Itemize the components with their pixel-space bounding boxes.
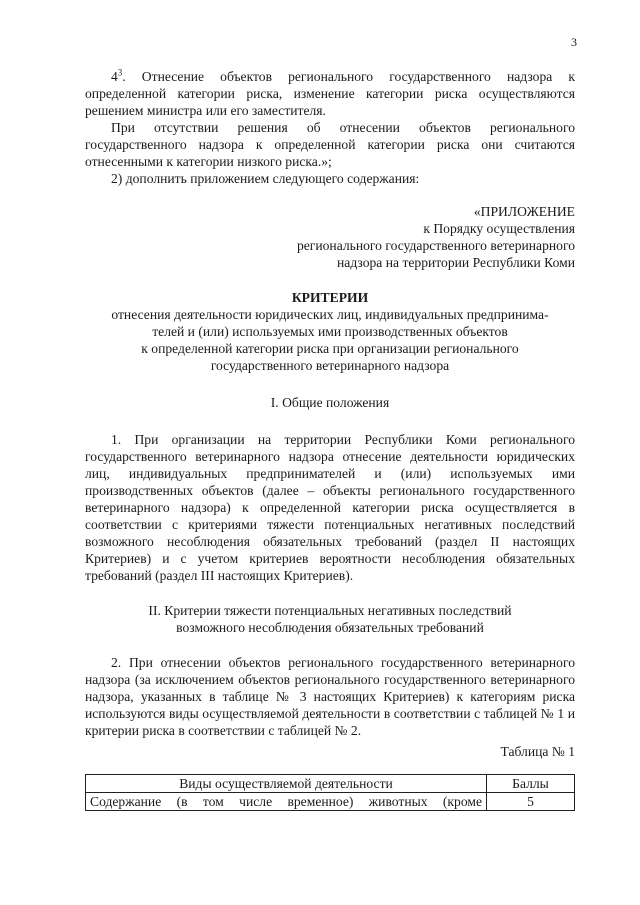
superscript: 3 — [117, 67, 123, 78]
table-cell: 5 — [487, 793, 575, 811]
subtitle-line: государственного ветеринарного надзора — [210, 358, 450, 373]
subtitle-line: отнесения деятельности юридических лиц, индивидуальных предпринима- — [111, 307, 549, 322]
page-number: 3 — [571, 35, 577, 49]
paragraph-4-3 — [85, 68, 575, 119]
subtitle-line: к определенной категории риска при организации регионального — [141, 341, 519, 356]
paragraph-amendment: 2) дополнить приложением следующего содержания: — [111, 171, 420, 186]
appendix-line: регионального государственного ветеринарного — [296, 238, 575, 253]
document-body — [85, 68, 575, 811]
appendix-header — [85, 203, 575, 271]
table-header: Баллы — [487, 775, 575, 793]
table-header-row — [86, 775, 575, 793]
section-heading-line: возможного несоблюдения обязательных требований — [176, 620, 484, 635]
paragraph-1: 1. При организации на территории Республики Коми регионального государственного ветеринарного надзора отнесение деятельности юридических лиц, индивидуальных предпринимателей и (или) используемых ими производственных объектов (далее – объекты регионального государственного ветеринарного надзора) к определенной категории риска осуществляется в соответствии с критериями тяжести потенциальных негативных последствий возможного несоблюдения обязательных требований (раздел II настоящих Критериев) и с учетом критериев вероятности несоблюдения обязательных требований (раздел III настоящих Критериев). — [85, 432, 575, 583]
paragraph-number: 4 — [111, 69, 118, 84]
appendix-line: к Порядку осуществления — [423, 221, 575, 236]
section-heading-2 — [85, 602, 575, 636]
table-header: Виды осуществляемой деятельности — [86, 775, 487, 793]
paragraph-2: 2. При отнесении объектов регионального государственного ветеринарного надзора (за исключением объектов регионального государственного ветеринарного надзора, указанных в таблице № 3 настоящих Критериев) к категориям риска используются виды осуществляемой деятельности в соответствии с таблицей № 1 и критерии риска в соответствии с таблицей № 2. — [85, 655, 575, 738]
section-heading-line: II. Критерии тяжести потенциальных негативных последствий — [148, 603, 512, 618]
document-subtitle — [85, 306, 575, 374]
table-cell: Содержание (в том числе временное) животных (кроме — [86, 793, 487, 811]
table-row — [86, 793, 575, 811]
appendix-line: надзора на территории Республики Коми — [337, 255, 575, 270]
document-title: КРИТЕРИИ — [291, 290, 369, 305]
table-label: Таблица № 1 — [500, 744, 575, 759]
subtitle-line: телей и (или) используемых ими производственных объектов — [152, 324, 508, 339]
section-heading-1: I. Общие положения — [270, 395, 390, 410]
paragraph-text: . Отнесение объектов регионального государственного надзора к определенной категории риска, изменение категории риска осуществляются решением министра или его заместителя. — [85, 69, 575, 118]
appendix-line: «ПРИЛОЖЕНИЕ — [473, 204, 575, 219]
paragraph-no-decision: При отсутствии решения об отнесении объектов регионального государственного надзора к определенной категории риска они считаются отнесенными к категории низкого риска.»; — [85, 120, 575, 169]
criteria-table — [85, 774, 575, 811]
